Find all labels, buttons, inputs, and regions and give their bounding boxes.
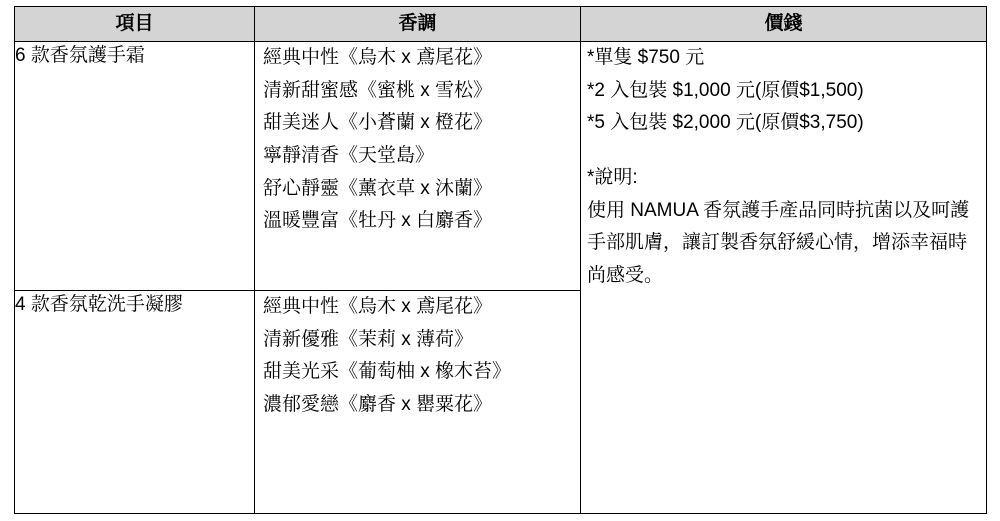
column-header-price: 價錢 bbox=[581, 7, 987, 42]
list-item: *5 入包裝 $2,000 元(原價$3,750) bbox=[587, 112, 864, 134]
cell-item-handgel: 4 款香氛乾洗手凝膠 bbox=[15, 291, 255, 514]
list-item: 清新優雅《茉莉 x 薄荷》 bbox=[263, 328, 474, 350]
list-item: 清新甜蜜感《蜜桃 x 雪松》 bbox=[263, 79, 493, 101]
list-item: 經典中性《烏木 x 鳶尾花》 bbox=[263, 47, 493, 68]
price-note-body: 使用 NAMUA 香氛護手產品同時抗菌以及呵護手部肌膚，讓訂製香氛舒緩心情，增添幸福時尚感受。 bbox=[587, 199, 970, 287]
list-item: 溫暖豐富《牡丹 x 白麝香》 bbox=[263, 210, 493, 232]
cell-price bbox=[581, 42, 987, 514]
table-header bbox=[15, 7, 987, 42]
spacer bbox=[581, 140, 986, 162]
table-row bbox=[15, 42, 987, 291]
cell-scents-handgel bbox=[255, 291, 581, 514]
list-item: 濃郁愛戀《麝香 x 罌粟花》 bbox=[263, 394, 493, 416]
price-note-title: *說明: bbox=[587, 167, 638, 189]
list-item: 甜美迷人《小蒼蘭 x 橙花》 bbox=[263, 112, 493, 134]
list-item: 舒心靜靈《薰衣草 x 沐蘭》 bbox=[263, 177, 493, 199]
price-line-list bbox=[581, 42, 986, 140]
column-header-item: 項目 bbox=[15, 7, 255, 42]
list-item: 寧靜清香《天堂島》 bbox=[263, 145, 435, 167]
list-item: 甜美光采《葡萄柚 x 橡木苔》 bbox=[263, 361, 512, 383]
cell-item-handcream: 6 款香氛護手霜 bbox=[15, 42, 255, 291]
table-body bbox=[15, 42, 987, 514]
product-table bbox=[14, 6, 987, 514]
document-sheet bbox=[0, 6, 1000, 521]
list-item: *2 入包裝 $1,000 元(原價$1,500) bbox=[587, 79, 864, 101]
scent-list-handgel bbox=[255, 291, 580, 422]
list-item: 經典中性《烏木 x 鳶尾花》 bbox=[263, 296, 493, 317]
table-header-row bbox=[15, 7, 987, 42]
column-header-scent: 香調 bbox=[255, 7, 581, 42]
cell-scents-handcream bbox=[255, 42, 581, 291]
list-item: *單隻 $750 元 bbox=[587, 47, 705, 68]
scent-list-handcream bbox=[255, 42, 580, 238]
